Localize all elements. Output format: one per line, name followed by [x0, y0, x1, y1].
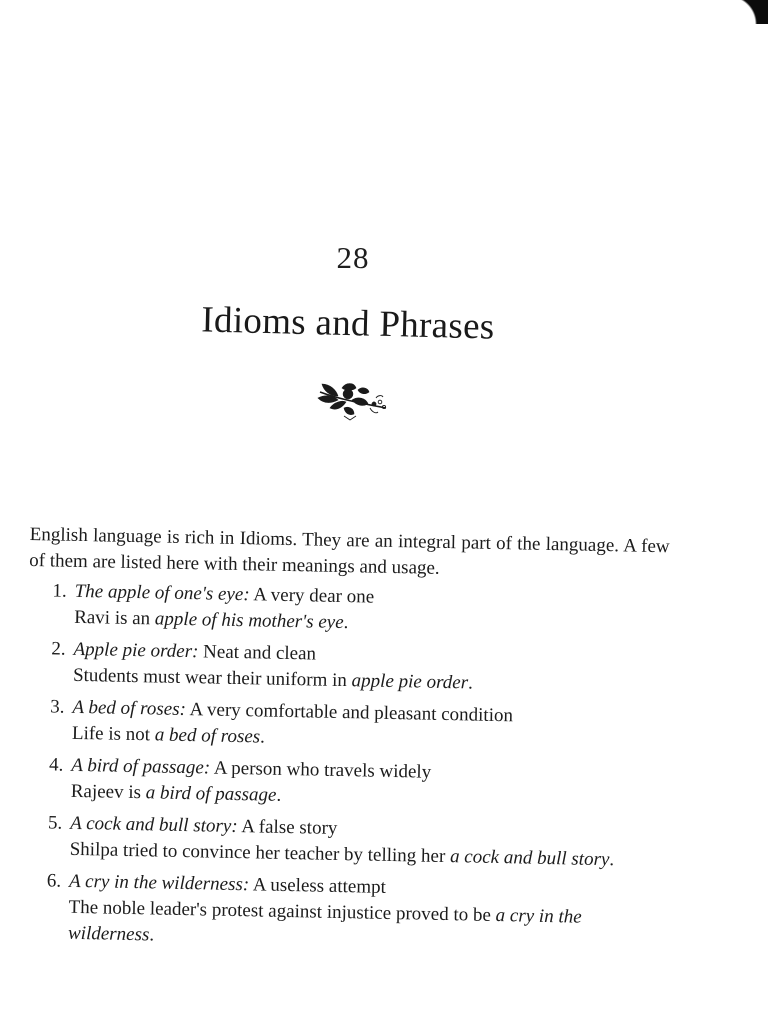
idiom-example-phrase: a cock and bull story	[449, 846, 610, 871]
idiom-item-1	[28, 578, 669, 642]
idiom-item-4	[25, 752, 666, 816]
idiom-meaning: A very dear one	[253, 584, 375, 608]
idiom-example-end: .	[149, 924, 155, 946]
intro-paragraph: English language is rich in Idioms. They are an integral part of the language. A few of them are listed here with their meanings and usage.	[29, 523, 670, 579]
idiom-definition-line: A bed of roses: A very comfortable and pleasant condition	[72, 696, 514, 727]
idiom-phrase: A bed of roses	[72, 696, 180, 720]
idiom-meaning: Neat and clean	[202, 641, 317, 665]
idiom-example-end: .	[343, 612, 349, 634]
idiom-number: 3.	[50, 696, 65, 718]
page-corner-shadow	[728, 0, 768, 24]
idiom-example-text: Students must wear their uniform in	[72, 664, 352, 692]
idiom-meaning: A person who travels widely	[213, 757, 432, 783]
idiom-list	[22, 578, 669, 958]
idiom-example-text: Ravi is an	[73, 606, 156, 630]
idiom-phrase: Apple pie order	[73, 638, 193, 663]
idiom-example-phrase: apple of his mother's eye	[154, 608, 344, 634]
idiom-meaning: A useless attempt	[252, 874, 387, 898]
idiom-body	[69, 811, 664, 874]
idiom-meaning: A false story	[241, 816, 338, 839]
idiom-example-phrase: a bird of passage	[145, 782, 277, 806]
idiom-example-end: .	[259, 726, 266, 748]
idiom-definition-line: The apple of one's eye: A very dear one	[74, 580, 375, 608]
idiom-body	[74, 579, 669, 642]
idiom-definition-line: A cry in the wilderness: A useless attempt	[68, 870, 387, 898]
idiom-example-text: The noble leader's protest against injustice proved to be	[68, 896, 496, 927]
idiom-example-text: Shilpa tried to convince her teacher by telling her	[69, 838, 451, 868]
idiom-example-phrase: a bed of roses	[154, 724, 261, 748]
idiom-phrase: A cry in the wilderness	[68, 870, 244, 896]
idiom-phrase: A bird of passage	[71, 754, 204, 779]
idiom-definition-line: A bird of passage: A person who travels widely	[71, 754, 432, 783]
idiom-definition-line: A cock and bull story: A false story	[70, 812, 338, 839]
idiom-meaning: A very comfortable and pleasant condition	[189, 699, 514, 727]
idiom-example-text: Rajeev is	[70, 780, 146, 804]
idiom-phrase: A cock and bull story	[70, 812, 232, 837]
idiom-body	[71, 753, 666, 816]
idiom-number: 6.	[46, 870, 62, 892]
idiom-item-2	[27, 636, 668, 700]
idiom-example-text: Life is not	[71, 722, 155, 746]
idiom-example-phrase: a cry in the wilderness	[67, 905, 582, 946]
chapter-title: Idioms and Phrases	[200, 299, 496, 348]
idiom-body	[72, 695, 667, 758]
idiom-number: 1.	[52, 580, 67, 602]
idiom-phrase: The apple of one's eye	[74, 580, 244, 606]
idiom-example-phrase: apple pie order	[351, 670, 469, 694]
idiom-number: 5.	[47, 812, 63, 834]
idiom-example-end: .	[609, 849, 615, 871]
chapter-content	[22, 522, 670, 964]
idiom-body	[68, 869, 663, 958]
chapter-number: 28	[336, 240, 370, 275]
idiom-item-3	[26, 694, 667, 758]
idiom-item-6	[22, 868, 663, 958]
idiom-body	[73, 637, 668, 700]
idiom-definition-line: Apple pie order: Neat and clean	[73, 638, 317, 665]
idiom-number: 2.	[51, 638, 66, 660]
floral-sprig-icon	[314, 378, 392, 424]
idiom-item-5	[23, 810, 664, 874]
idiom-example-end: .	[467, 672, 474, 694]
idiom-example-line	[68, 895, 663, 958]
idiom-example-end: .	[276, 784, 282, 806]
idiom-number: 4.	[48, 754, 64, 776]
